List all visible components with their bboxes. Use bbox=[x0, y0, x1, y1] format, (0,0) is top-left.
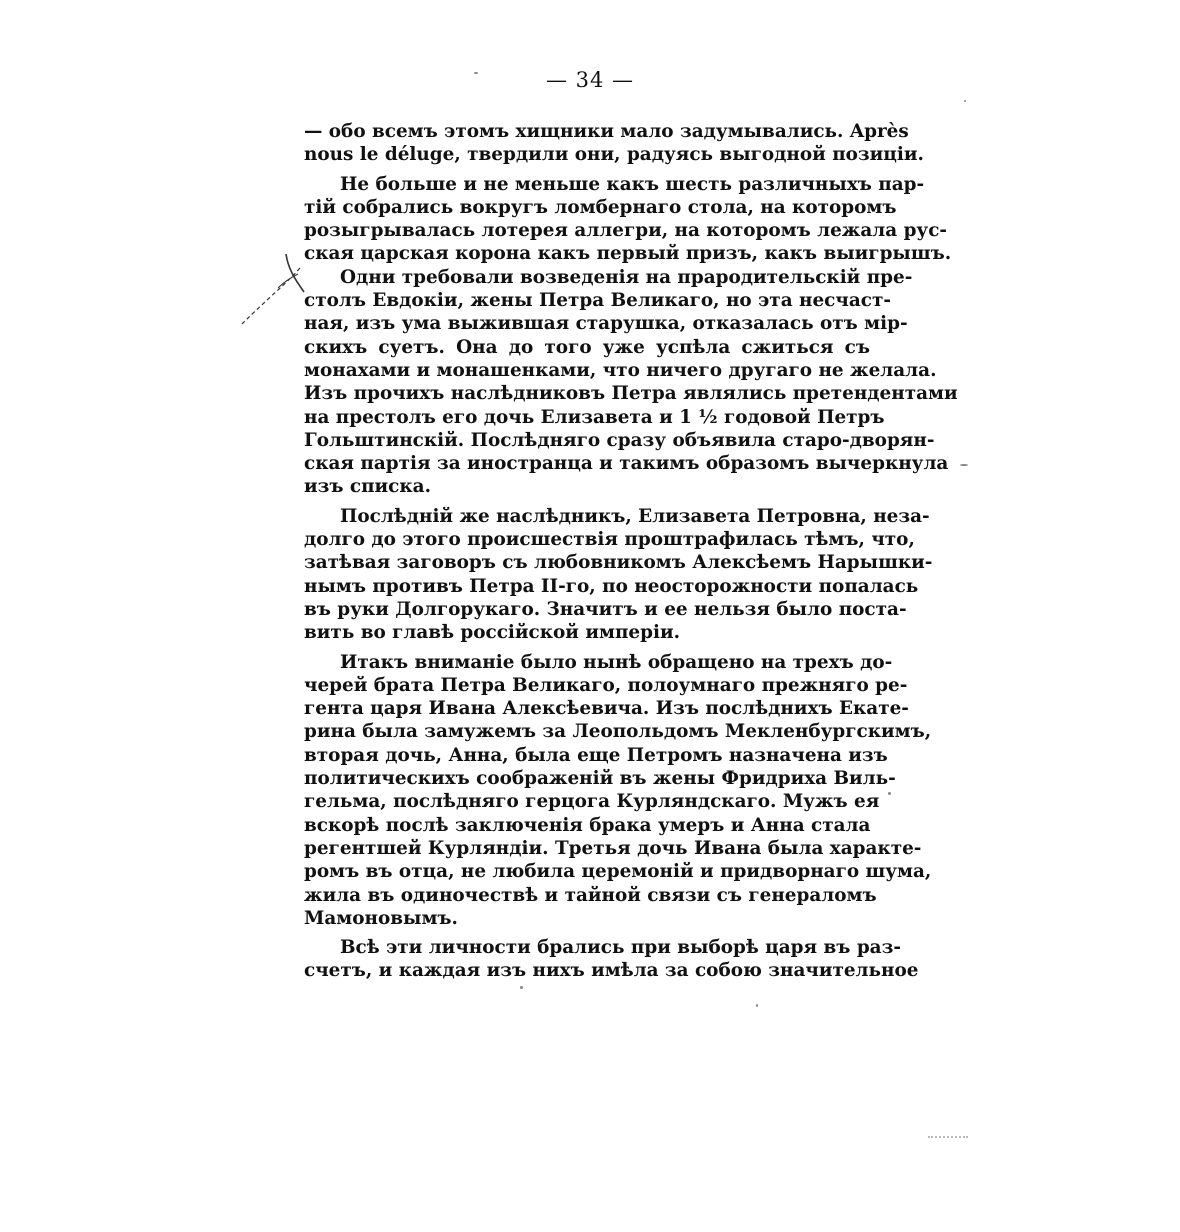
page-number: — 34 — bbox=[545, 68, 635, 92]
handwritten-margin-mark bbox=[238, 248, 308, 328]
text-line: Гольштинскій. Послѣдняго сразу объявила старо-дворян- bbox=[304, 429, 935, 451]
text-line: Всѣ эти личности брались при выборѣ царя въ раз- bbox=[340, 937, 901, 959]
text-line: изъ списка. bbox=[304, 476, 431, 498]
text-line: рина была замужемъ за Леопольдомъ Мекленбургскимъ, bbox=[304, 721, 932, 743]
scan-speck bbox=[474, 72, 478, 74]
scan-speck bbox=[520, 986, 523, 989]
text-line: Послѣдній же наслѣдникъ, Елизавета Петровна, неза- bbox=[340, 505, 930, 527]
text-line: Одни требовали возведенія на прародительскій пре- bbox=[340, 266, 913, 288]
scan-speck bbox=[888, 792, 891, 795]
text-line: затѣвая заговоръ съ любовникомъ Алексѣемъ Нарышки- bbox=[304, 552, 933, 574]
text-line: черей брата Петра Великаго, полоумнаго прежняго ре- bbox=[304, 674, 908, 696]
text-line: розыгрывалась лотерея аллегри, на которомъ лежала рус- bbox=[304, 220, 948, 242]
text-line: нымъ противъ Петра II-го, по неосторожности попалась bbox=[304, 575, 919, 597]
text-line: жила въ одиночествѣ и тайной связи съ генераломъ bbox=[304, 884, 877, 906]
text-line: на престолъ его дочь Елизавета и 1 ½ годовой Петръ bbox=[304, 406, 885, 428]
text-line: ная, изъ ума выжившая старушка, отказалась отъ мір- bbox=[304, 313, 908, 335]
text-line: Мамоновымъ. bbox=[304, 907, 458, 929]
text-line: Изъ прочихъ наслѣдниковъ Петра являлись претендентами bbox=[304, 383, 958, 405]
text-line: — обо всемъ этомъ хищники мало задумывались. Après bbox=[304, 121, 909, 142]
scan-speck bbox=[964, 100, 966, 102]
text-line: ромъ въ отца, не любила церемоній и придворнаго шума, bbox=[304, 861, 932, 883]
text-line: гента царя Ивана Алексѣевича. Изъ послѣднихъ Екате- bbox=[304, 698, 909, 720]
text-line: вскорѣ послѣ заключенія брака умеръ и Анна стала bbox=[304, 814, 871, 836]
text-line: ская партія за иностранца и такимъ образомъ вычеркнула bbox=[304, 453, 949, 475]
text-line: вторая дочь, Анна, была еще Петромъ назначена изъ bbox=[304, 744, 888, 766]
text-line: вить во главѣ россійской имперіи. bbox=[304, 622, 681, 644]
text-line: долго до этого происшествія проштрафилась тѣмъ, что, bbox=[304, 529, 915, 551]
text-line: политическихъ соображеній въ жены Фридриха Виль- bbox=[304, 768, 896, 790]
scan-speck bbox=[756, 1004, 758, 1007]
text-line: регентшей Курляндіи. Третья дочь Ивана была характе- bbox=[304, 837, 922, 859]
text-line: тій собрались вокругъ ломбернаго стола, на которомъ bbox=[304, 196, 897, 218]
text-line: счетъ, и каждая изъ нихъ имѣла за собою значительное bbox=[304, 960, 919, 982]
text-line: nous le déluge, твердили они, радуясь выгодной позиціи. bbox=[304, 144, 924, 166]
body-text bbox=[304, 120, 958, 983]
text-line: столъ Евдокіи, жены Петра Великаго, но эта несчаст- bbox=[304, 290, 891, 312]
text-line: гельма, послѣдняго герцога Курляндскаго. Мужъ ея bbox=[304, 791, 880, 813]
text-line: въ руки Долгорукаго. Значитъ и ее нельзя было поста- bbox=[304, 598, 907, 620]
text-line: Не больше и не меньше какъ шесть различныхъ пар- bbox=[340, 173, 925, 195]
scan-artifact bbox=[928, 1136, 968, 1140]
text-line: Итакъ вниманіе было нынѣ обращено на трехъ до- bbox=[340, 651, 893, 673]
text-line: скихъ суетъ. Она до того уже успѣла сжиться съ bbox=[304, 336, 870, 358]
scan-speck bbox=[960, 464, 968, 466]
text-line: монахами и монашенками, что ничего другаго не желала. bbox=[304, 359, 937, 381]
text-line: ская царская корона какъ первый призъ, какъ выигрышъ. bbox=[304, 243, 952, 265]
